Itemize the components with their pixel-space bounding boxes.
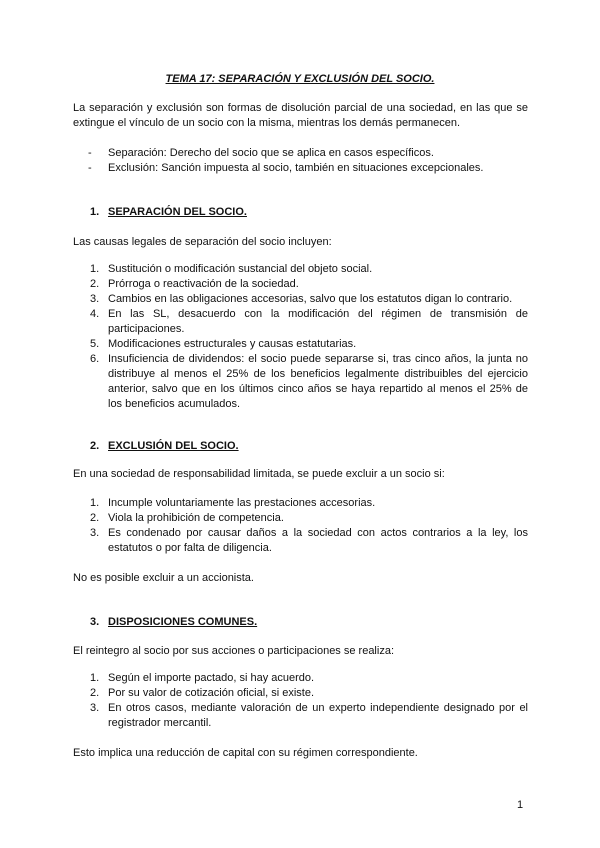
item-number: 3. [90, 702, 100, 714]
section-lead: En una sociedad de responsabilidad limitada, se puede excluir a un socio si: [73, 468, 445, 480]
reimbursement-list [90, 671, 528, 731]
list-item-text: Insuficiencia de dividendos: el socio puede separarse si, tras cinco años, la junta no distribuye al menos el 25% de los beneficios legalmente distribuibles del ejercicio anterior, salvo que en los últimos cinco años se haya repartido al menos el 25% de los beneficios acumulados. [108, 353, 528, 410]
section-lead: El reintegro al socio por sus acciones o participaciones se realiza: [73, 645, 394, 657]
page-number: 1 [517, 799, 524, 811]
list-item [90, 292, 528, 307]
section-heading-disposiciones [90, 615, 257, 630]
list-bullet: - [88, 147, 92, 159]
item-number: 6. [90, 353, 100, 365]
item-number: 2. [90, 278, 100, 290]
list-item-text: Separación: Derecho del socio que se aplica en casos específicos. [108, 147, 434, 159]
intro-paragraph: La separación y exclusión son formas de disolución parcial de una sociedad, en las que se extingue el vínculo de un socio con la misma, mientras los demás permanecen. [73, 102, 528, 129]
list-item [90, 277, 528, 292]
list-item-text: Es condenado por causar daños a la sociedad con actos contrarios a la ley, los estatutos o por falta de diligencia. [108, 527, 528, 554]
item-number: 2. [90, 512, 100, 524]
list-item [90, 337, 528, 352]
list-item-text: En las SL, desacuerdo con la modificación del régimen de transmisión de participaciones. [108, 308, 528, 335]
list-item [90, 671, 528, 686]
list-item [90, 496, 528, 511]
item-number: 1. [90, 672, 100, 684]
item-number: 1. [90, 263, 100, 275]
section-heading-exclusion [90, 439, 239, 454]
section-heading-separacion [90, 205, 247, 220]
list-item [90, 511, 528, 526]
item-number: 2. [90, 687, 100, 699]
list-item-text: Por su valor de cotización oficial, si existe. [108, 687, 315, 699]
section-note: No es posible excluir a un accionista. [73, 572, 254, 584]
section-title: EXCLUSIÓN DEL SOCIO. [108, 440, 239, 452]
list-item-text: Exclusión: Sanción impuesta al socio, también en situaciones excepcionales. [108, 162, 484, 174]
section-title: SEPARACIÓN DEL SOCIO. [108, 206, 247, 218]
closing-paragraph: Esto implica una reducción de capital con su régimen correspondiente. [73, 747, 418, 759]
list-item-text: Modificaciones estructurales y causas estatutarias. [108, 338, 357, 350]
list-item-text: Sustitución o modificación sustancial del objeto social. [108, 263, 373, 275]
item-number: 1. [90, 497, 100, 509]
section-number: 2. [90, 440, 100, 452]
section-number: 1. [90, 206, 100, 218]
exclusion-causes-list [90, 496, 528, 556]
list-item-text: Cambios en las obligaciones accesorias, salvo que los estatutos digan lo contrario. [108, 293, 513, 305]
list-item [88, 146, 528, 161]
section-number: 3. [90, 616, 100, 628]
item-number: 5. [90, 338, 100, 350]
list-item [90, 262, 528, 277]
item-number: 3. [90, 293, 100, 305]
section-lead: Las causas legales de separación del socio incluyen: [73, 236, 332, 248]
list-item [90, 701, 528, 731]
list-item-text: En otros casos, mediante valoración de un experto independiente designado por el registrador mercantil. [108, 702, 528, 729]
list-item [90, 352, 528, 412]
definitions-list [88, 146, 528, 176]
item-number: 4. [90, 308, 100, 320]
list-item-text: Viola la prohibición de competencia. [108, 512, 284, 524]
list-item-text: Según el importe pactado, si hay acuerdo. [108, 672, 315, 684]
item-number: 3. [90, 527, 100, 539]
list-item [90, 307, 528, 337]
list-item [90, 686, 528, 701]
list-item [90, 526, 528, 556]
list-item-text: Incumple voluntariamente las prestaciones accesorias. [108, 497, 376, 509]
list-item [88, 161, 528, 176]
list-item-text: Prórroga o reactivación de la sociedad. [108, 278, 299, 290]
document-title: TEMA 17: SEPARACIÓN Y EXCLUSIÓN DEL SOCIO. [165, 73, 435, 85]
list-bullet: - [88, 162, 92, 174]
separation-causes-list [90, 262, 528, 412]
section-title: DISPOSICIONES COMUNES. [108, 616, 258, 628]
